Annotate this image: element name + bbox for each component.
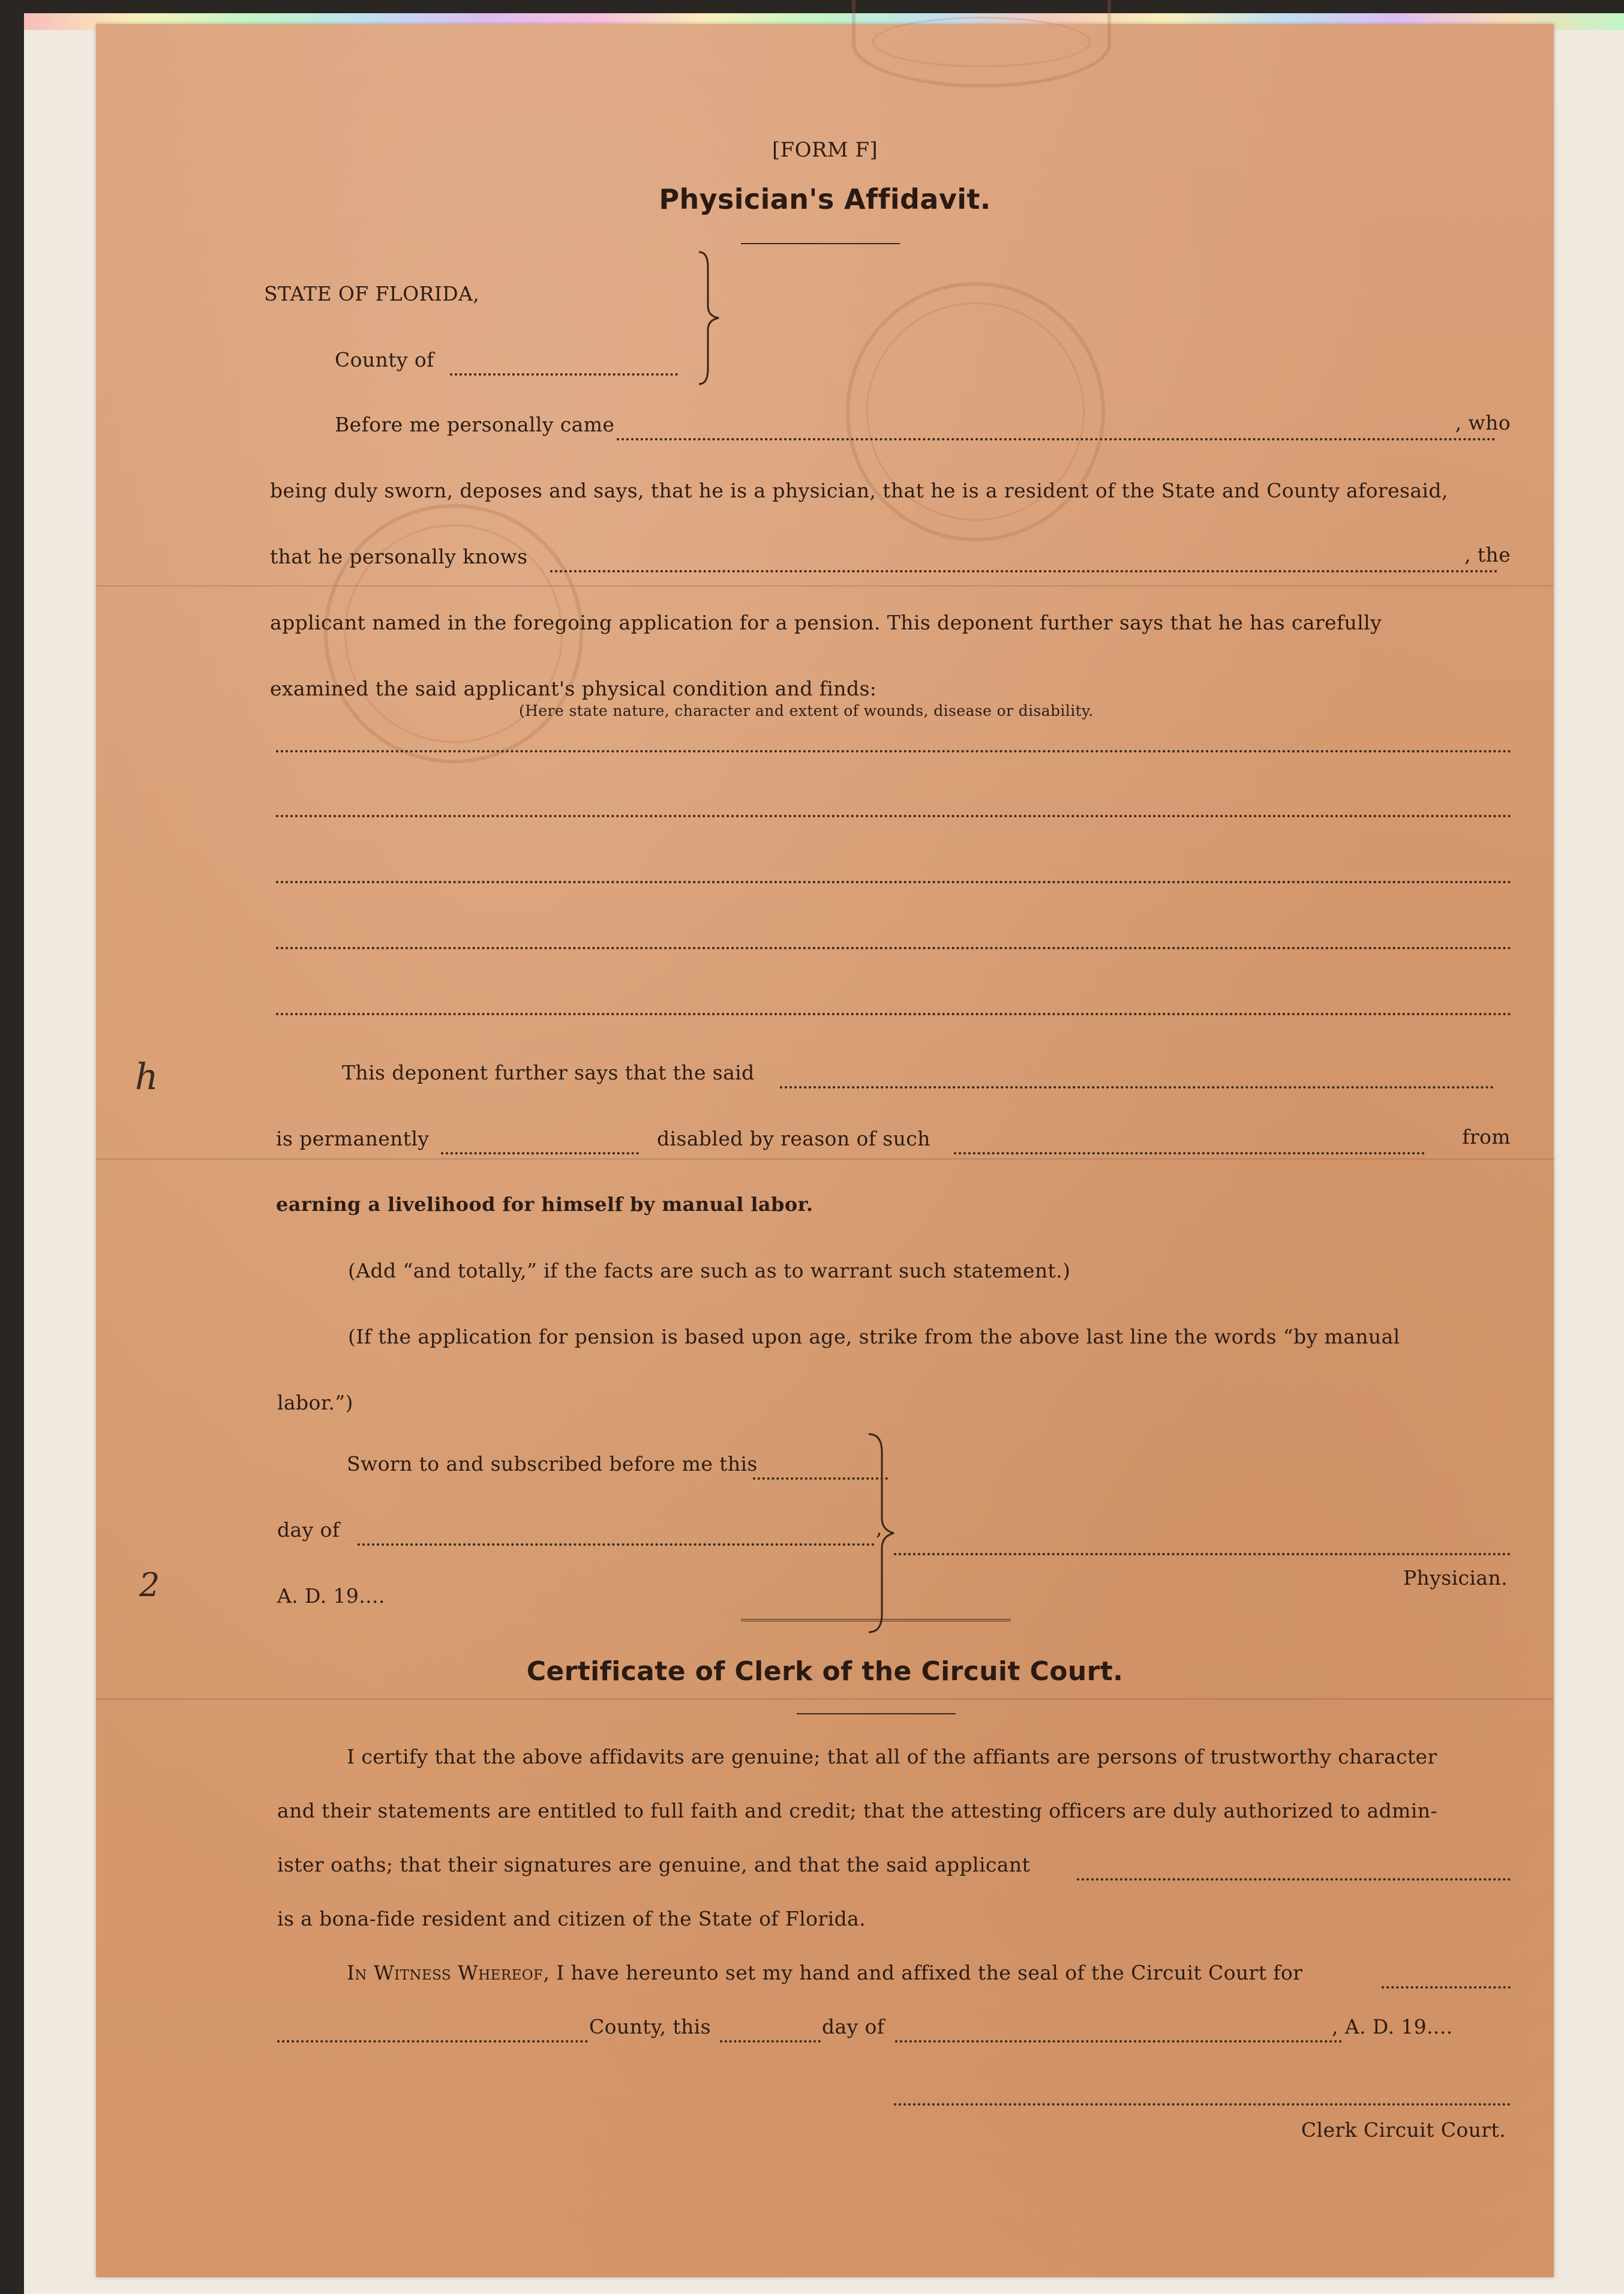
findings-line-2[interactable] — [276, 815, 1512, 817]
note-age-line-1: (If the application for pension is based upon age, strike from the above last line the words “by manual — [348, 1325, 1400, 1348]
embossed-seal — [846, 282, 1105, 541]
sworn-statement-text: being duly sworn, deposes and says, that he is a physician, that he is a resident of the State and County aforesaid, — [270, 479, 1448, 502]
who-text: , who — [1455, 411, 1511, 434]
certify-line-3: ister oaths; that their signatures are genuine, and that the said applicant — [277, 1853, 1031, 1876]
personally-knows-text: that he personally knows — [270, 545, 528, 568]
findings-line-4[interactable] — [276, 947, 1512, 949]
witness-whereof-text: In Witness Whereof, — [347, 1961, 550, 1984]
livelihood-text: earning a livelihood for himself by manual labor. — [276, 1193, 813, 1216]
cert-day-of-text: day of — [822, 2015, 885, 2038]
disability-cause-field[interactable] — [954, 1152, 1425, 1155]
cert-county-field[interactable] — [277, 2040, 588, 2043]
from-text: from — [1462, 1125, 1511, 1149]
examined-text: examined the said applicant's physical condition and finds: — [270, 677, 877, 700]
cert-month-field[interactable] — [895, 2040, 1342, 2043]
findings-line-3[interactable] — [276, 881, 1512, 883]
degree-field[interactable] — [441, 1152, 639, 1155]
fold-line — [96, 1158, 1554, 1160]
certificate-title-rule — [797, 1713, 956, 1714]
applicant-named-text: applicant named in the foregoing application for a pension. This deponent further says that he has carefully — [270, 611, 1382, 634]
certify-line-1: I certify that the above affidavits are genuine; that all of the affiants are persons of trustworthy character — [347, 1745, 1437, 1768]
county-label: County of — [335, 348, 434, 371]
findings-line-1[interactable] — [276, 750, 1512, 752]
disabled-text: disabled by reason of such — [657, 1127, 930, 1150]
scan-border-top — [0, 0, 1624, 13]
clerk-signature-field[interactable] — [894, 2103, 1511, 2106]
clerk-label: Clerk Circuit Court. — [1301, 2118, 1506, 2142]
before-me-text: Before me personally came — [335, 413, 615, 436]
applicant-known-field[interactable] — [550, 570, 1498, 572]
said-applicant-field[interactable] — [780, 1086, 1494, 1088]
cert-applicant-field[interactable] — [1077, 1878, 1511, 1881]
jurat-year-text: A. D. 19.... — [277, 1584, 385, 1608]
the-text: , the — [1464, 543, 1511, 566]
title-rule — [741, 243, 900, 244]
note-age-line-2: labor.”) — [277, 1391, 353, 1414]
jurat-brace — [858, 1431, 900, 1635]
findings-line-5[interactable] — [276, 1013, 1512, 1015]
form-document — [96, 24, 1554, 2277]
finds-note: (Here state nature, character and extent of wounds, disease or disability. — [519, 702, 1094, 719]
physician-label: Physician. — [1403, 1566, 1508, 1590]
county-this-text: County, this — [589, 2015, 711, 2038]
sworn-subscribed-text: Sworn to and subscribed before me this — [347, 1452, 758, 1476]
margin-handwriting: h — [135, 1056, 158, 1098]
permanently-text: is permanently — [276, 1127, 430, 1150]
affiant-name-field[interactable] — [617, 438, 1496, 440]
witness-rest-text: I have hereunto set my hand and affixed the seal of the Circuit Court for — [556, 1961, 1303, 1984]
page-title: Physician's Affidavit. — [659, 183, 991, 215]
day-of-comma: , — [876, 1516, 882, 1540]
sworn-month-field[interactable] — [358, 1543, 875, 1546]
certify-line-2: and their statements are entitled to full faith and credit; that the attesting officers are duly authorized to admin- — [277, 1799, 1437, 1822]
certify-line-4: is a bona-fide resident and citizen of the State of Florida. — [277, 1907, 866, 1930]
note-totally: (Add “and totally,” if the facts are such as to warrant such statement.) — [348, 1259, 1071, 1282]
fold-line — [96, 1698, 1554, 1700]
margin-handwriting: 2 — [139, 1566, 160, 1604]
section-divider — [741, 1619, 1011, 1621]
court-county-field[interactable] — [1382, 1986, 1511, 1989]
certificate-title: Certificate of Clerk of the Circuit Court. — [526, 1656, 1124, 1687]
state-label: STATE OF FLORIDA, — [264, 282, 480, 305]
fold-line — [96, 585, 1554, 587]
further-says-text: This deponent further says that the said — [342, 1061, 755, 1084]
county-field[interactable] — [450, 373, 678, 376]
venue-brace — [696, 249, 726, 387]
embossed-seal — [852, 0, 1111, 88]
cert-year-text: , A. D. 19.... — [1332, 2015, 1453, 2038]
scan-border-left — [0, 0, 24, 2294]
cert-day-field[interactable] — [720, 2040, 821, 2043]
form-label: [FORM F] — [772, 138, 878, 162]
physician-signature-field[interactable] — [894, 1553, 1511, 1555]
day-of-text: day of — [277, 1518, 340, 1542]
